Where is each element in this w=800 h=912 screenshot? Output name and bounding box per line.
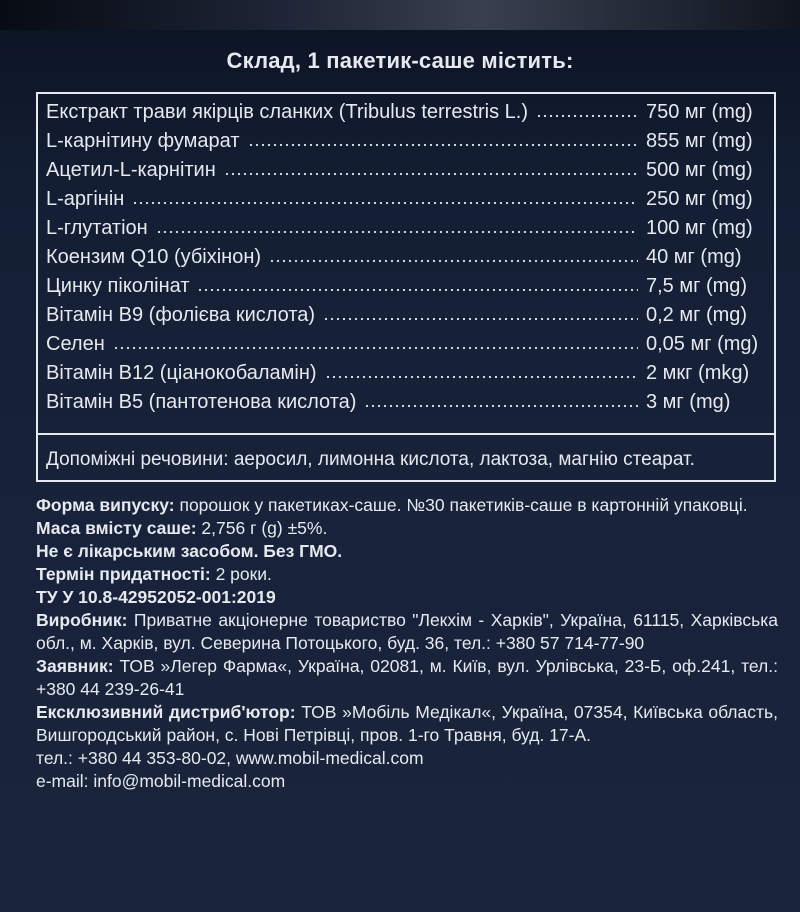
ingredient-amount: 7,5 мг (mg) bbox=[646, 275, 748, 297]
release-form-value: порошок у пакетиках-саше. №30 пакетиків-саше в картонній упаковці. bbox=[174, 495, 748, 515]
ingredient-row bbox=[46, 388, 772, 417]
manufacturer-label: Виробник: bbox=[36, 610, 128, 630]
applicant bbox=[36, 655, 778, 701]
ingredient-row bbox=[46, 272, 772, 301]
dot-leader bbox=[536, 114, 638, 118]
table-divider bbox=[38, 433, 774, 435]
sachet-mass-value: 2,756 г (g) ±5%. bbox=[196, 518, 328, 538]
ingredient-row bbox=[46, 301, 772, 330]
dot-leader bbox=[224, 172, 638, 176]
shelf-life bbox=[36, 563, 778, 586]
ingredient-amount: 40 мг (mg) bbox=[646, 246, 742, 268]
distributor-contacts: тел.: +380 44 353-80-02, www.mobil-medical.com bbox=[36, 748, 424, 768]
sachet-mass bbox=[36, 517, 778, 540]
tech-spec-code: ТУ У 10.8-42952052-001:2019 bbox=[36, 587, 276, 607]
distributor-email: e-mail: info@mobil-medical.com bbox=[36, 771, 286, 791]
sachet-mass-label: Маса вмісту саше: bbox=[36, 518, 197, 538]
ingredient-row bbox=[46, 185, 772, 214]
distributor bbox=[36, 701, 778, 747]
excipients-text: Допоміжні речовини: аеросил, лимонна кислота, лактоза, магнію стеарат. bbox=[46, 449, 695, 470]
ingredient-name: Вітамін B9 (фолієва кислота) bbox=[46, 304, 316, 326]
ingredient-name: Вітамін B12 (ціанокобаламін) bbox=[46, 362, 317, 384]
dot-leader bbox=[132, 201, 638, 205]
ingredient-list bbox=[46, 98, 772, 417]
ingredient-name: Цинку піколінат bbox=[46, 275, 190, 297]
release-form-label: Форма випуску: bbox=[36, 495, 175, 515]
composition-table bbox=[36, 92, 776, 482]
ingredient-name: L-аргінін bbox=[46, 188, 125, 210]
product-info bbox=[36, 494, 778, 793]
ingredient-amount: 855 мг (mg) bbox=[646, 130, 753, 152]
dot-leader bbox=[269, 259, 638, 263]
applicant-value: ТОВ »Легер Фарма«, Україна, 02081, м. Київ, вул. Урлівська, 23-Б, оф.241, тел.: +380 44 239-26-41 bbox=[36, 656, 778, 699]
dot-leader bbox=[113, 346, 638, 350]
ingredient-row bbox=[46, 359, 772, 388]
distributor-value: ТОВ »Мобіль Медікал«, Україна, 07354, Київська область, Вишгородський район, с. Нові Петрівці, пров. 1-го Травня, буд. 17-А. bbox=[36, 702, 778, 745]
ingredient-name: Коензим Q10 (убіхінон) bbox=[46, 246, 262, 268]
ingredient-amount: 2 мкг (mkg) bbox=[646, 362, 750, 384]
ingredient-name: Екстракт трави якірців сланких (Tribulus terrestris L.) bbox=[46, 101, 529, 123]
ingredient-amount: 750 мг (mg) bbox=[646, 101, 753, 123]
manufacturer bbox=[36, 609, 778, 655]
dot-leader bbox=[156, 230, 638, 234]
manufacturer-value: Приватне акціонерне товариство "Лекхім - Харків", Україна, 61115, Харківська обл., м. Харків, вул. Северина Потоцького, буд. 36, тел.: +380 57 714-77-90 bbox=[36, 610, 778, 653]
release-form bbox=[36, 494, 778, 517]
dot-leader bbox=[197, 288, 638, 292]
ingredient-row bbox=[46, 98, 772, 127]
ingredient-row bbox=[46, 243, 772, 272]
dot-leader bbox=[364, 404, 638, 408]
dot-leader bbox=[323, 317, 638, 321]
distributor-label: Ексклюзивний дистриб'ютор: bbox=[36, 702, 296, 722]
ingredient-row bbox=[46, 214, 772, 243]
ingredient-amount: 250 мг (mg) bbox=[646, 188, 753, 210]
ingredient-amount: 3 мг (mg) bbox=[646, 391, 731, 413]
dot-leader bbox=[325, 375, 638, 379]
package-edge bbox=[0, 0, 800, 30]
ingredient-amount: 0,05 мг (mg) bbox=[646, 333, 759, 355]
ingredient-amount: 0,2 мг (mg) bbox=[646, 304, 748, 326]
ingredient-name: Вітамін B5 (пантотенова кислота) bbox=[46, 391, 357, 413]
shelf-life-value: 2 роки. bbox=[210, 564, 272, 584]
ingredient-name: Селен bbox=[46, 333, 105, 355]
composition-title: Склад, 1 пакетик-саше містить: bbox=[226, 48, 574, 73]
shelf-life-label: Термін придатності: bbox=[36, 564, 211, 584]
ingredient-row bbox=[46, 330, 772, 359]
applicant-label: Заявник: bbox=[36, 656, 114, 676]
ingredient-row bbox=[46, 127, 772, 156]
dot-leader bbox=[248, 143, 639, 147]
ingredient-name: L-карнітину фумарат bbox=[46, 130, 240, 152]
ingredient-amount: 100 мг (mg) bbox=[646, 217, 753, 239]
not-medicine-note: Не є лікарським засобом. Без ГМО. bbox=[36, 541, 343, 561]
ingredient-name: Ацетил-L-карнітин bbox=[46, 159, 216, 181]
ingredient-name: L-глутатіон bbox=[46, 217, 148, 239]
ingredient-amount: 500 мг (mg) bbox=[646, 159, 753, 181]
ingredient-row bbox=[46, 156, 772, 185]
